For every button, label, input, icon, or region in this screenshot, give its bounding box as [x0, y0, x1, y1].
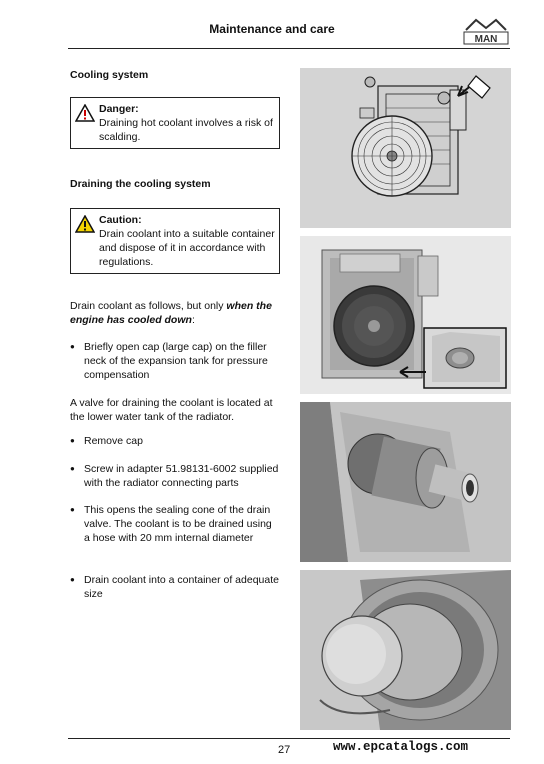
danger-text: Draining hot coolant involves a risk of scalding.	[99, 117, 273, 143]
list-item: ● Drain coolant into a container of adequate size	[70, 573, 280, 601]
list-item: ● This opens the sealing cone of the drain valve. The coolant is to be drained using a hose with 20 mm internal diameter	[70, 503, 280, 545]
warning-triangle-icon	[75, 104, 95, 122]
page-title: Maintenance and care	[209, 22, 335, 36]
section-heading-draining: Draining the cooling system	[70, 178, 211, 190]
intro-paragraph	[70, 299, 280, 327]
caution-text: Drain coolant into a suitable container and dispose of it in accordance with regulations.	[99, 228, 275, 268]
caution-triangle-icon	[75, 215, 95, 233]
page-number: 27	[278, 744, 291, 756]
footer-url-link[interactable]: www.epcatalogs.com	[333, 740, 469, 754]
list-item: ● Screw in adapter 51.98131-6002 supplied with the radiator connecting parts	[70, 462, 280, 490]
intro-end: :	[191, 314, 195, 326]
footer-divider	[68, 738, 510, 739]
intro-emphasis: when the engine has cooled down	[70, 300, 272, 326]
logo-text: MAN	[474, 34, 498, 45]
danger-title: Danger:	[99, 103, 139, 115]
intro-text: Drain coolant as follows, but only	[70, 300, 227, 312]
radiator-photo-image	[300, 236, 511, 394]
drain-cap-photo-image	[300, 570, 511, 730]
man-logo	[462, 18, 510, 46]
drain-adapter-photo-image	[300, 402, 511, 562]
header-divider	[68, 48, 510, 49]
list-item: ● Briefly open cap (large cap) on the filler neck of the expansion tank for pressure compensation	[70, 340, 280, 382]
caution-box	[70, 208, 280, 274]
caution-title: Caution:	[99, 214, 142, 226]
valve-paragraph: A valve for draining the coolant is located at the lower water tank of the radiator.	[70, 397, 273, 423]
section-heading-cooling-system: Cooling system	[70, 69, 149, 81]
danger-box	[70, 97, 280, 149]
radiator-diagram-image	[300, 68, 511, 228]
list-item: ● Remove cap	[70, 434, 280, 448]
